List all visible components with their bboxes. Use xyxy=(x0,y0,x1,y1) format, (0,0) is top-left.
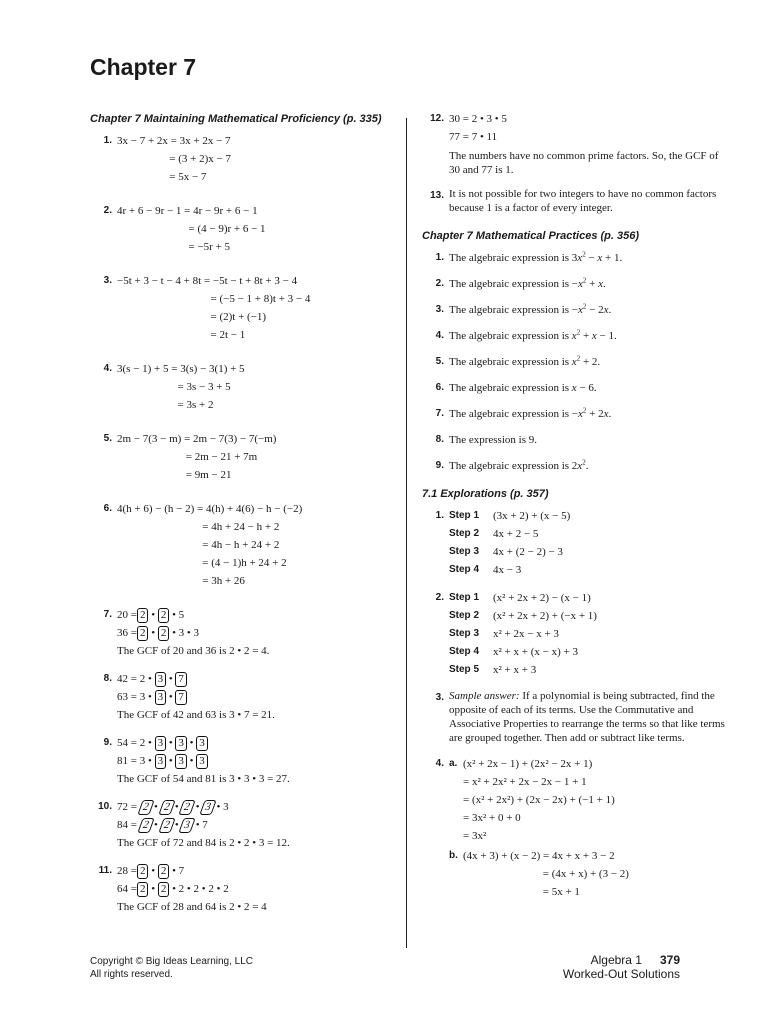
practice-item xyxy=(422,353,727,371)
circled-factor: 3 xyxy=(196,736,208,751)
exploration-1 xyxy=(422,507,727,579)
answer-text: If a polynomial is being subtracted, find the opposite of each of its terms. Use the Commutative and Associative Properties to rearrange the terms so that like terms are grouped together. Then add or subtract like terms. xyxy=(449,690,725,744)
step-expression: (3x + 2) + (x − 5) xyxy=(493,510,571,522)
circled-factor: 3 xyxy=(155,672,167,687)
equation-line: 4r + 6 − 9r − 1 = 4r − 9r + 6 − 1 xyxy=(117,205,258,217)
step-expression: x² + 2x − x + 3 xyxy=(493,628,559,640)
factor-text: 64 = xyxy=(117,883,137,895)
factor-text: • 2 • 2 • 2 • 2 xyxy=(172,883,229,895)
gcf-statement: The GCF of 72 and 84 is 2 • 2 • 3 = 12. xyxy=(117,837,290,849)
practice-item xyxy=(422,405,727,423)
footer-book-info xyxy=(563,953,680,981)
circled-factor: 3 xyxy=(175,736,187,751)
factor-text: 20 = xyxy=(117,609,137,621)
page-number: 379 xyxy=(659,953,680,967)
factor-text: 81 = 3 • xyxy=(117,755,152,767)
problem-1 xyxy=(90,132,395,186)
problem-number: 13. xyxy=(430,190,444,201)
answer-text: The numbers have no common prime factors. So, the GCF of 30 and 77 is 1. xyxy=(449,150,719,176)
factor-text: 72 = xyxy=(117,801,137,813)
circled-factor: 3 xyxy=(155,754,167,769)
practice-item xyxy=(422,301,727,319)
circled-factor: 2 xyxy=(137,818,154,833)
equation-line: 4(h + 6) − (h − 2) = 4(h) + 4(6) − h − (−2) xyxy=(117,503,303,515)
copyright-line: Copyright © Big Ideas Learning, LLC xyxy=(90,956,254,967)
problem-number: 8. xyxy=(435,434,444,445)
part-label: b. xyxy=(449,850,458,861)
factor-text: 36 = xyxy=(117,627,137,639)
problem-number: 1. xyxy=(435,510,444,521)
equation-line: = (3 + 2)x − 7 xyxy=(117,153,231,165)
footer-copyright xyxy=(90,955,253,981)
circled-factor: 3 xyxy=(196,754,208,769)
factor-text: • 3 xyxy=(216,801,229,813)
practices-list xyxy=(422,249,727,475)
problem-number: 3. xyxy=(435,692,444,703)
problem-number: 7. xyxy=(103,609,112,620)
equation-line: = 9m − 21 xyxy=(117,469,232,481)
problem-4 xyxy=(90,360,395,414)
practice-item xyxy=(422,249,727,267)
problem-13 xyxy=(422,187,727,215)
problem-number: 11. xyxy=(98,865,112,876)
factor-text: • 5 xyxy=(172,609,185,621)
problem-number: 4. xyxy=(435,330,444,341)
problem-number: 8. xyxy=(103,673,112,684)
gcf-statement: The GCF of 42 and 63 is 3 • 7 = 21. xyxy=(117,709,275,721)
answer-text: The expression is 9. xyxy=(449,434,537,446)
problem-number: 6. xyxy=(435,382,444,393)
equation-line: = 2t − 1 xyxy=(117,329,246,341)
section-title: Chapter 7 Maintaining Mathematical Proficiency (p. 335) xyxy=(90,113,382,125)
problem-number: 9. xyxy=(435,460,444,471)
equation-line: = (−5 − 1 + 8)t + 3 − 4 xyxy=(117,293,311,305)
problem-number: 1. xyxy=(435,252,444,263)
circled-factor: 2 xyxy=(158,608,170,623)
factor-text: 54 = 2 • xyxy=(117,737,152,749)
problem-number: 3. xyxy=(435,304,444,315)
exploration-4 xyxy=(422,755,727,901)
problem-number: 3. xyxy=(103,275,112,286)
problem-11: 11. 28 = 2 • 2 • 7 64 = 2 • 2 • 2 • 2 • 2 • 2 The GCF of 28 and 64 is 2 • 2 = 4 xyxy=(90,862,395,916)
copyright-line: All rights reserved. xyxy=(90,969,173,980)
equation-line: = 3s − 3 + 5 xyxy=(117,381,231,393)
equation-line: = 4h + 24 − h + 2 xyxy=(117,521,280,533)
step-label: Step 2 xyxy=(449,610,480,621)
equation-line: = 4h − h + 24 + 2 xyxy=(117,539,280,551)
equation-line: = 5x + 1 xyxy=(463,886,580,898)
circled-factor: 2 xyxy=(137,882,149,897)
circled-factor: 2 xyxy=(137,864,149,879)
equation-line: (x² + 2x − 1) + (2x² − 2x + 1) xyxy=(463,758,593,770)
problem-number: 7. xyxy=(435,408,444,419)
problem-10: 10. 72 = 2 • 2 • 2 • 3 • 3 84 = 2 • 2 • 3 • 7 The GCF of 72 and 84 is 2 • 2 • 3 = 12. xyxy=(90,798,395,852)
equation-line: 30 = 2 • 3 • 5 xyxy=(449,113,507,125)
step-expression: 4x + 2 − 5 xyxy=(493,528,539,540)
answer-text: The algebraic expression is x − 6. xyxy=(449,382,597,394)
gcf-statement: The GCF of 20 and 36 is 2 • 2 = 4. xyxy=(117,645,270,657)
circled-factor: 2 xyxy=(137,800,154,815)
circled-factor: 3 xyxy=(155,690,167,705)
exploration-3 xyxy=(422,689,727,745)
problem-7: 7. 20 = 2 • 2 • 5 36 = 2 • 2 • 3 • 3 The GCF of 20 and 36 is 2 • 2 = 4. xyxy=(90,606,395,660)
answer-text: The algebraic expression is $-x^2 + x$. xyxy=(449,276,606,290)
circled-factor: 3 xyxy=(179,818,196,833)
section-title: 7.1 Explorations (p. 357) xyxy=(422,488,549,500)
equation-line: 2m − 7(3 − m) = 2m − 7(3) − 7(−m) xyxy=(117,433,277,445)
problem-5 xyxy=(90,430,395,484)
factor-text: • 7 xyxy=(195,819,208,831)
problem-number: 5. xyxy=(103,433,112,444)
problem-number: 2. xyxy=(435,592,444,603)
circled-factor: 3 xyxy=(175,754,187,769)
step-label: Step 3 xyxy=(449,546,480,557)
circled-factor: 2 xyxy=(137,608,149,623)
equation-line: = 3x² + 0 + 0 xyxy=(463,812,521,824)
equation-line: 77 = 7 • 11 xyxy=(449,131,498,143)
problem-number: 4. xyxy=(435,758,444,769)
right-column xyxy=(422,110,727,911)
factor-text: 63 = 3 • xyxy=(117,691,152,703)
left-column xyxy=(90,110,395,926)
answer-text: The algebraic expression is $x^2 + 2$. xyxy=(449,354,601,368)
circled-factor: 2 xyxy=(158,626,170,641)
problem-number: 9. xyxy=(103,737,112,748)
equation-line: = x² + 2x² + 2x − 2x − 1 + 1 xyxy=(463,776,587,788)
circled-factor: 2 xyxy=(137,626,149,641)
equation-line: = 3s + 2 xyxy=(117,399,214,411)
factor-text: 84 = xyxy=(117,819,137,831)
practice-item xyxy=(422,431,727,449)
circled-factor: 3 xyxy=(155,736,167,751)
gcf-statement: The GCF of 54 and 81 is 3 • 3 • 3 = 27. xyxy=(117,773,290,785)
answer-text: It is not possible for two integers to have no common factors because 1 is a factor of every integer. xyxy=(449,188,717,214)
book-subtitle: Worked-Out Solutions xyxy=(562,967,680,981)
problem-number: 2. xyxy=(435,278,444,289)
gcf-statement: The GCF of 28 and 64 is 2 • 2 = 4 xyxy=(117,901,267,913)
column-divider xyxy=(406,118,407,948)
circled-factor: 2 xyxy=(158,800,175,815)
answer-text: The algebraic expression is $2x^2$. xyxy=(449,458,589,472)
step-label: Step 2 xyxy=(449,528,480,539)
practice-item xyxy=(422,275,727,293)
circled-factor: 2 xyxy=(179,800,196,815)
problem-6 xyxy=(90,500,395,590)
factor-text: 42 = 2 • xyxy=(117,673,152,685)
circled-factor: 7 xyxy=(175,690,187,705)
step-expression: (x² + 2x + 2) − (x − 1) xyxy=(493,592,591,604)
step-expression: (x² + 2x + 2) + (−x + 1) xyxy=(493,610,597,622)
problem-9: 9. 54 = 2 • 3 • 3 • 3 81 = 3 • 3 • 3 • 3 The GCF of 54 and 81 is 3 • 3 • 3 = 27. xyxy=(90,734,395,788)
practice-item xyxy=(422,327,727,345)
problem-3 xyxy=(90,272,395,344)
problem-number: 1. xyxy=(103,135,112,146)
practice-item xyxy=(422,457,727,475)
step-label: Step 4 xyxy=(449,646,480,657)
step-label: Step 5 xyxy=(449,664,480,675)
problem-2 xyxy=(90,202,395,256)
equation-line: −5t + 3 − t − 4 + 8t = −5t − t + 8t + 3 − 4 xyxy=(117,275,298,287)
equation-line: = (4x + x) + (3 − 2) xyxy=(463,868,629,880)
sample-answer-label: Sample answer: xyxy=(449,690,520,702)
part-label: a. xyxy=(449,758,458,769)
answer-text: The algebraic expression is $3x^2 - x + 1$. xyxy=(449,250,623,264)
circled-factor: 3 xyxy=(200,800,217,815)
practice-item xyxy=(422,379,727,397)
step-expression: x² + x + 3 xyxy=(493,664,537,676)
equation-line: = (x² + 2x²) + (2x − 2x) + (−1 + 1) xyxy=(463,794,615,806)
step-label: Step 1 xyxy=(449,510,480,521)
step-label: Step 4 xyxy=(449,564,480,575)
step-expression: x² + x + (x − x) + 3 xyxy=(493,646,578,658)
problem-number: 2. xyxy=(103,205,112,216)
equation-line: = (4 − 1)h + 24 + 2 xyxy=(117,557,287,569)
equation-line: = −5r + 5 xyxy=(117,241,231,253)
step-label: Step 3 xyxy=(449,628,480,639)
circled-factor: 7 xyxy=(175,672,187,687)
equation-line: = 5x − 7 xyxy=(117,171,207,183)
problem-number: 4. xyxy=(103,363,112,374)
step-label: Step 1 xyxy=(449,592,480,603)
chapter-title: Chapter 7 xyxy=(90,54,197,80)
equation-line: = 3x² xyxy=(463,830,487,842)
problem-number: 12. xyxy=(430,113,444,124)
circled-factor: 2 xyxy=(158,882,170,897)
exploration-2 xyxy=(422,589,727,679)
answer-text: The algebraic expression is $x^2 + x - 1$. xyxy=(449,328,617,342)
problem-8: 8. 42 = 2 • 3 • 7 63 = 3 • 3 • 7 The GCF of 42 and 63 is 3 • 7 = 21. xyxy=(90,670,395,724)
equation-line: = (4 − 9)r + 6 − 1 xyxy=(117,223,266,235)
problem-12 xyxy=(422,110,727,177)
circled-factor: 2 xyxy=(158,818,175,833)
answer-text: The algebraic expression is $-x^2 + 2x$. xyxy=(449,406,612,420)
problem-number: 6. xyxy=(103,503,112,514)
factor-text: • 3 • 3 xyxy=(172,627,200,639)
equation-line: 3x − 7 + 2x = 3x + 2x − 7 xyxy=(117,135,231,147)
problem-number: 5. xyxy=(435,356,444,367)
factor-text: 28 = xyxy=(117,865,137,877)
equation-line: 3(s − 1) + 5 = 3(s) − 3(1) + 5 xyxy=(117,363,245,375)
section-title: Chapter 7 Mathematical Practices (p. 356) xyxy=(422,230,640,242)
step-expression: 4x + (2 − 2) − 3 xyxy=(493,546,563,558)
equation-line: = 2m − 21 + 7m xyxy=(117,451,258,463)
equation-line: = 3h + 26 xyxy=(117,575,245,587)
answer-text: The algebraic expression is $-x^2 - 2x$. xyxy=(449,302,612,316)
factor-text: • 7 xyxy=(172,865,185,877)
circled-factor: 2 xyxy=(158,864,170,879)
problem-number: 10. xyxy=(98,801,112,812)
equation-line: (4x + 3) + (x − 2) = 4x + x + 3 − 2 xyxy=(463,850,615,862)
book-title: Algebra 1 xyxy=(590,953,642,967)
step-expression: 4x − 3 xyxy=(493,564,522,576)
equation-line: = (2)t + (−1) xyxy=(117,311,267,323)
